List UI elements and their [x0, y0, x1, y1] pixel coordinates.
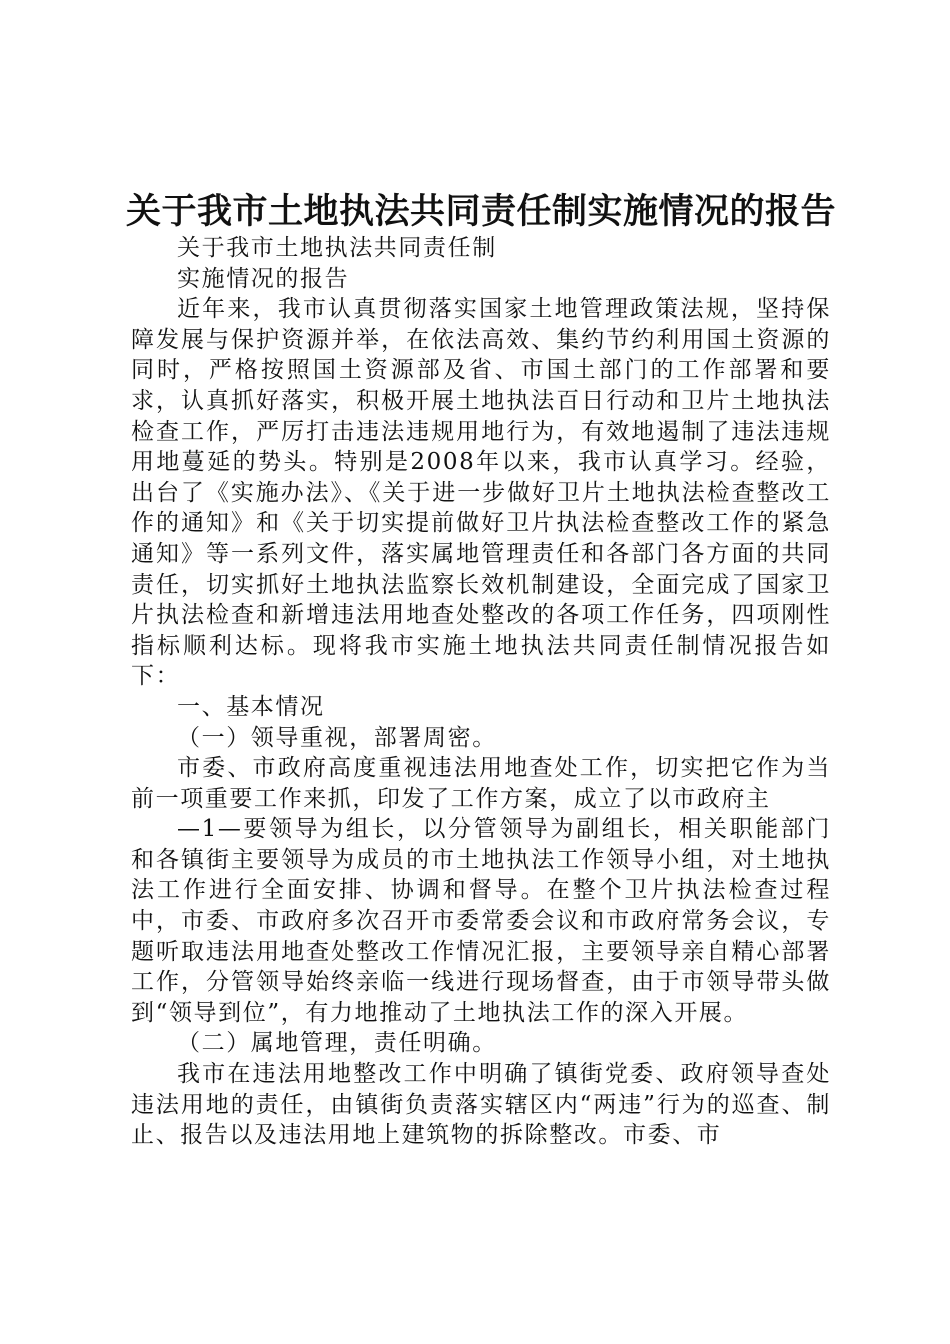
paragraph-leadership-cont: —1—要领导为组长，以分管领导为副组长，相关职能部门和各镇街主要领导为成员的市土地执法工作领导小组，对土地执法工作进行全面安排、协调和督导。在整个卫片执法检查过程中，市委、市政府多次召开市委常委会议和市政府常务会议，专题听取违法用地查处整改工作情况汇报，主要领导亲自精心部署工作，分管领导始终亲临一线进行现场督查，由于市领导带头做到“领导到位”，有力地推动了土地执法工作的深入开展。 [131, 816, 831, 1026]
paragraph-intro: 近年来，我市认真贯彻落实国家土地管理政策法规，坚持保障发展与保护资源并举，在依法高效、集约节约利用国土资源的同时，严格按照国土资源部及省、市国土部门的工作部署和要求，认真抓好落实，积极开展土地执法百日行动和卫片土地执法检查工作，严厉打击违法违规用地行为，有效地遏制了违法违规用地蔓延的势头。特别是2008年以来，我市认真学习。经验，出台了《实施办法》、《关于进一步做好卫片土地执法检查整改工作的通知》和《关于切实提前做好卫片执法检查整改工作的紧急通知》等一系列文件，落实属地管理责任和各部门各方面的共同责任，切实抓好土地执法监察长效机制建设，全面完成了国家卫片执法检查和新增违法用地查处整改的各项工作任务，四项刚性指标顺利达标。现将我市实施土地执法共同责任制情况报告如下： [131, 296, 831, 690]
document-title: 关于我市土地执法共同责任制实施情况的报告 [126, 191, 837, 232]
paragraph-leadership: 市委、市政府高度重视违法用地查处工作，切实把它作为当前一项重要工作来抓，印发了工作方案，成立了以市政府主 [131, 755, 831, 812]
paragraph-territorial: 我市在违法用地整改工作中明确了镇街党委、政府领导查处违法用地的责任，由镇街负责落实辖区内“两违”行为的巡查、制止、报告以及违法用地上建筑物的拆除整改。市委、市 [131, 1061, 831, 1149]
document-body [131, 233, 831, 1151]
section-heading-basic: 一、基本情况 [177, 693, 325, 720]
subsection-heading-1: （一）领导重视，部署周密。 [177, 724, 497, 751]
subtitle-line-1: 关于我市土地执法共同责任制 [177, 235, 497, 261]
subsection-heading-2: （二）属地管理，责任明确。 [177, 1030, 497, 1057]
subtitle-line-2: 实施情况的报告 [177, 265, 350, 292]
